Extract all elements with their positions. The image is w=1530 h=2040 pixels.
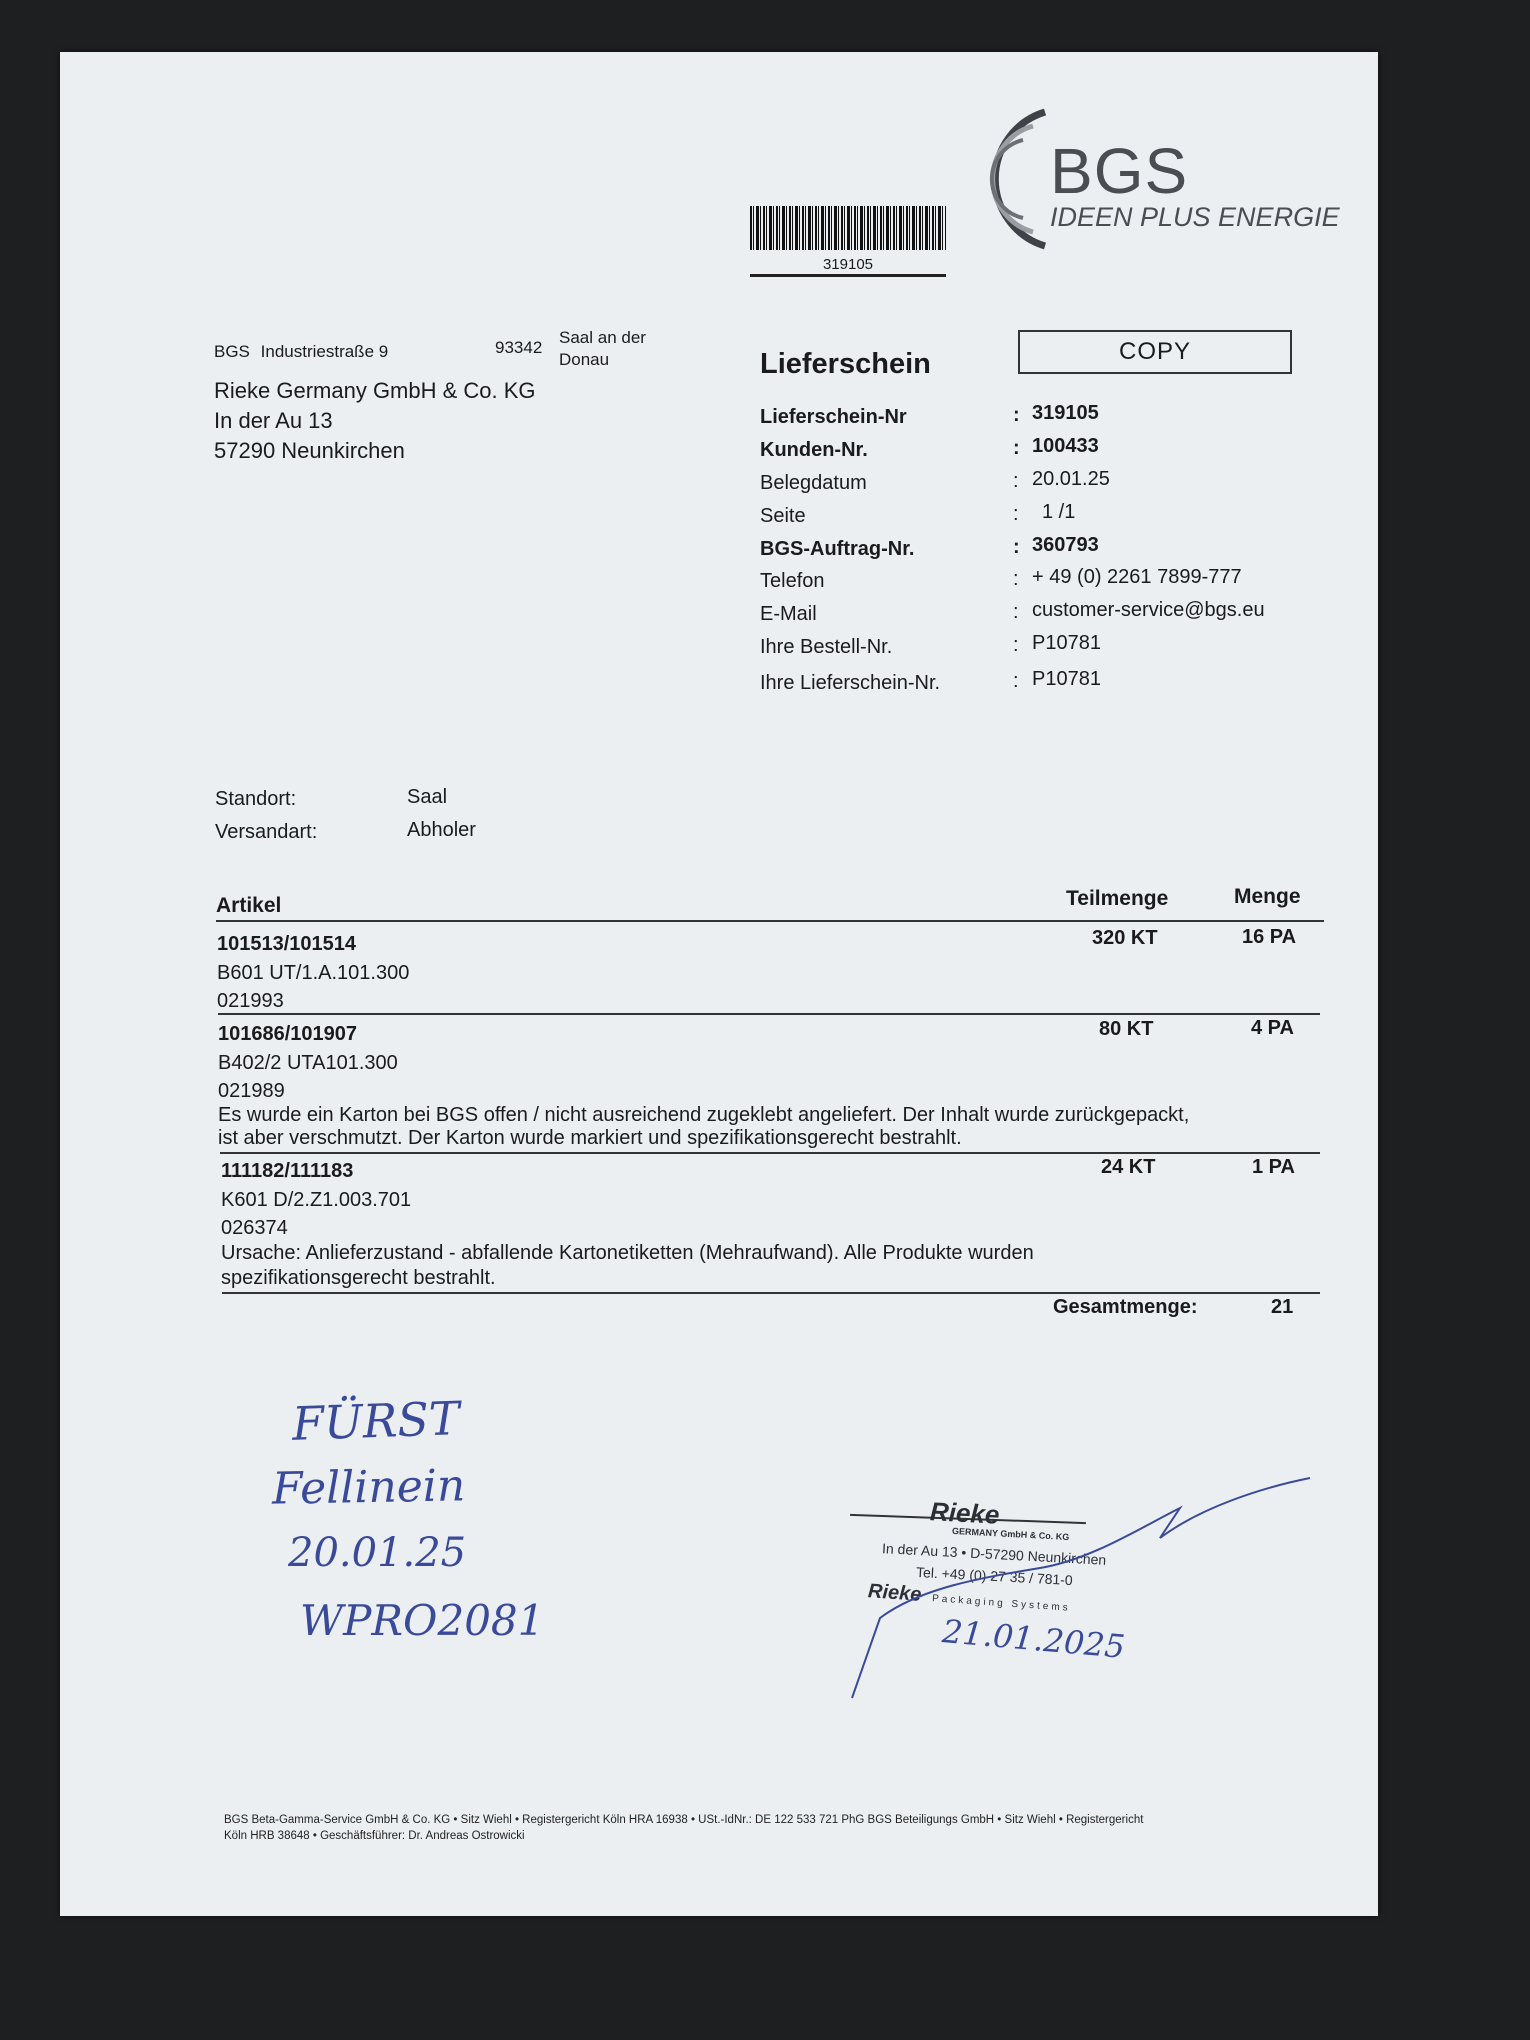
sender-company xyxy=(214,342,388,362)
logo-brand: BGS xyxy=(1050,135,1189,207)
stamp-brand-2-sub: Packaging Systems xyxy=(931,1593,1072,1614)
sender-city-2: Donau xyxy=(559,350,610,369)
recipient-line-2: In der Au 13 xyxy=(214,408,333,433)
field-label: Lieferschein-Nr xyxy=(760,406,907,428)
sender-street: Industriestraße 9 xyxy=(260,342,389,361)
stamp-brand-2: Rieke xyxy=(867,1580,923,1606)
handwritten-code: WPRO2081 xyxy=(300,1596,545,1645)
signature-stroke-icon xyxy=(840,1468,1320,1708)
standort-value: Saal xyxy=(407,786,448,808)
row-teilmenge: 80 KT xyxy=(1099,1018,1154,1040)
barcode xyxy=(750,206,946,250)
field-label: Kunden-Nr. xyxy=(760,439,868,461)
field-value: customer-service@bgs.eu xyxy=(1032,599,1265,621)
field-sep: : xyxy=(1013,536,1020,558)
versandart-value: Abholer xyxy=(407,819,476,841)
total-label: Gesamtmenge: xyxy=(1053,1296,1198,1318)
stamp-address: In der Au 13 • D-57290 Neunkirchen xyxy=(881,1540,1107,1568)
bgs-logo-arcs-icon xyxy=(975,104,1055,254)
row-note-1: Es wurde ein Karton bei BGS offen / nicht ausreichend zugeklebt angeliefert. Der Inhalt wurde zurückgepackt, xyxy=(218,1104,1190,1126)
versandart-label: Versandart: xyxy=(215,821,318,843)
copy-label: COPY xyxy=(1018,330,1292,374)
field-value: P10781 xyxy=(1032,632,1101,654)
document-title: Lieferschein xyxy=(760,348,931,380)
field-sep: : xyxy=(1013,437,1020,459)
row-rule xyxy=(218,1013,1320,1015)
field-label: Ihre Bestell-Nr. xyxy=(760,636,893,658)
handwritten-date: 20.01.25 xyxy=(288,1530,467,1576)
row-menge: 1 PA xyxy=(1252,1156,1295,1178)
field-sep: : xyxy=(1013,404,1020,426)
field-value: 360793 xyxy=(1032,534,1099,556)
row-artikel: 101513/101514 xyxy=(217,933,357,955)
field-sep: : xyxy=(1013,670,1019,692)
field-value: 319105 xyxy=(1032,402,1099,424)
barcode-underline xyxy=(750,274,946,277)
row-line3: 026374 xyxy=(221,1217,288,1239)
row-teilmenge: 320 KT xyxy=(1092,927,1158,949)
field-label: Ihre Lieferschein-Nr. xyxy=(760,672,941,694)
row-menge: 16 PA xyxy=(1242,926,1297,948)
field-sep: : xyxy=(1013,634,1019,656)
row-line3: 021989 xyxy=(218,1080,285,1102)
field-value: + 49 (0) 2261 7899-777 xyxy=(1032,566,1242,588)
stamp-sub: GERMANY GmbH & Co. KG xyxy=(951,1525,1070,1543)
handwritten-name: FÜRST xyxy=(291,1391,461,1451)
sender-zip: 93342 xyxy=(495,338,543,357)
stamp-phone: Tel. +49 (0) 27 35 / 781-0 xyxy=(915,1563,1074,1589)
barcode-number: 319105 xyxy=(822,256,874,273)
recipient-line-3: 57290 Neunkirchen xyxy=(214,438,405,463)
row-rule xyxy=(220,1152,1320,1154)
row-rule xyxy=(222,1292,1320,1294)
row-line3: 021993 xyxy=(217,990,284,1012)
field-label: E-Mail xyxy=(760,603,817,625)
row-artikel: 111182/111183 xyxy=(221,1160,354,1182)
row-note-1: Ursache: Anlieferzustand - abfallende Kartonetiketten (Mehraufwand). Alle Produkte wurden xyxy=(221,1242,1034,1264)
field-value: 20.01.25 xyxy=(1032,468,1110,490)
handwritten-signature: Fellinein xyxy=(271,1460,466,1515)
row-note-2: spezifikationsgerecht bestrahlt. xyxy=(221,1267,496,1289)
logo-tagline: IDEEN PLUS ENERGIE xyxy=(1050,202,1340,232)
field-label: Telefon xyxy=(760,570,825,592)
delivery-note-paper xyxy=(60,52,1378,1916)
row-artikel: 101686/101907 xyxy=(218,1023,358,1045)
footer-line-1: BGS Beta-Gamma-Service GmbH & Co. KG • Sitz Wiehl • Registergericht Köln HRA 16938 • USt.-IdNr.: DE 122 533 721 PhG BGS Beteiligungs GmbH • Sitz Wiehl • Registergericht xyxy=(224,1814,1144,1826)
field-value: P10781 xyxy=(1032,668,1101,690)
field-label: Seite xyxy=(760,505,806,527)
row-line2: K601 D/2.Z1.003.701 xyxy=(221,1189,412,1211)
recipient-line-1: Rieke Germany GmbH & Co. KG xyxy=(214,378,536,403)
row-menge: 4 PA xyxy=(1251,1017,1294,1039)
field-sep: : xyxy=(1013,601,1019,623)
field-label: BGS-Auftrag-Nr. xyxy=(760,538,915,560)
stamp-handwritten-date: 21.01.2025 xyxy=(940,1612,1127,1666)
col-artikel-header: Artikel xyxy=(216,894,282,917)
col-menge-header: Menge xyxy=(1234,885,1301,908)
field-label: Belegdatum xyxy=(760,472,867,494)
field-value: 100433 xyxy=(1032,435,1099,457)
footer-line-2: Köln HRB 38648 • Geschäftsführer: Dr. Andreas Ostrowicki xyxy=(224,1830,525,1842)
field-sep: : xyxy=(1013,568,1019,590)
col-teilmenge-header: Teilmenge xyxy=(1066,887,1169,910)
sender-city-1: Saal an der xyxy=(559,328,646,347)
sender-company-name: BGS xyxy=(214,342,250,361)
row-note-2: ist aber verschmutzt. Der Karton wurde markiert und spezifikationsgerecht bestrahlt. xyxy=(218,1127,962,1149)
standort-label: Standort: xyxy=(215,788,297,810)
row-teilmenge: 24 KT xyxy=(1101,1156,1156,1178)
field-sep: : xyxy=(1013,470,1019,492)
row-line2: B402/2 UTA101.300 xyxy=(218,1052,398,1074)
field-sep: : xyxy=(1013,503,1019,525)
field-value: 1 /1 xyxy=(1042,501,1076,523)
total-value: 21 xyxy=(1271,1296,1294,1318)
row-line2: B601 UT/1.A.101.300 xyxy=(217,962,410,984)
stamp-logo: Rieke xyxy=(929,1496,1001,1530)
header-rule xyxy=(216,920,1324,922)
